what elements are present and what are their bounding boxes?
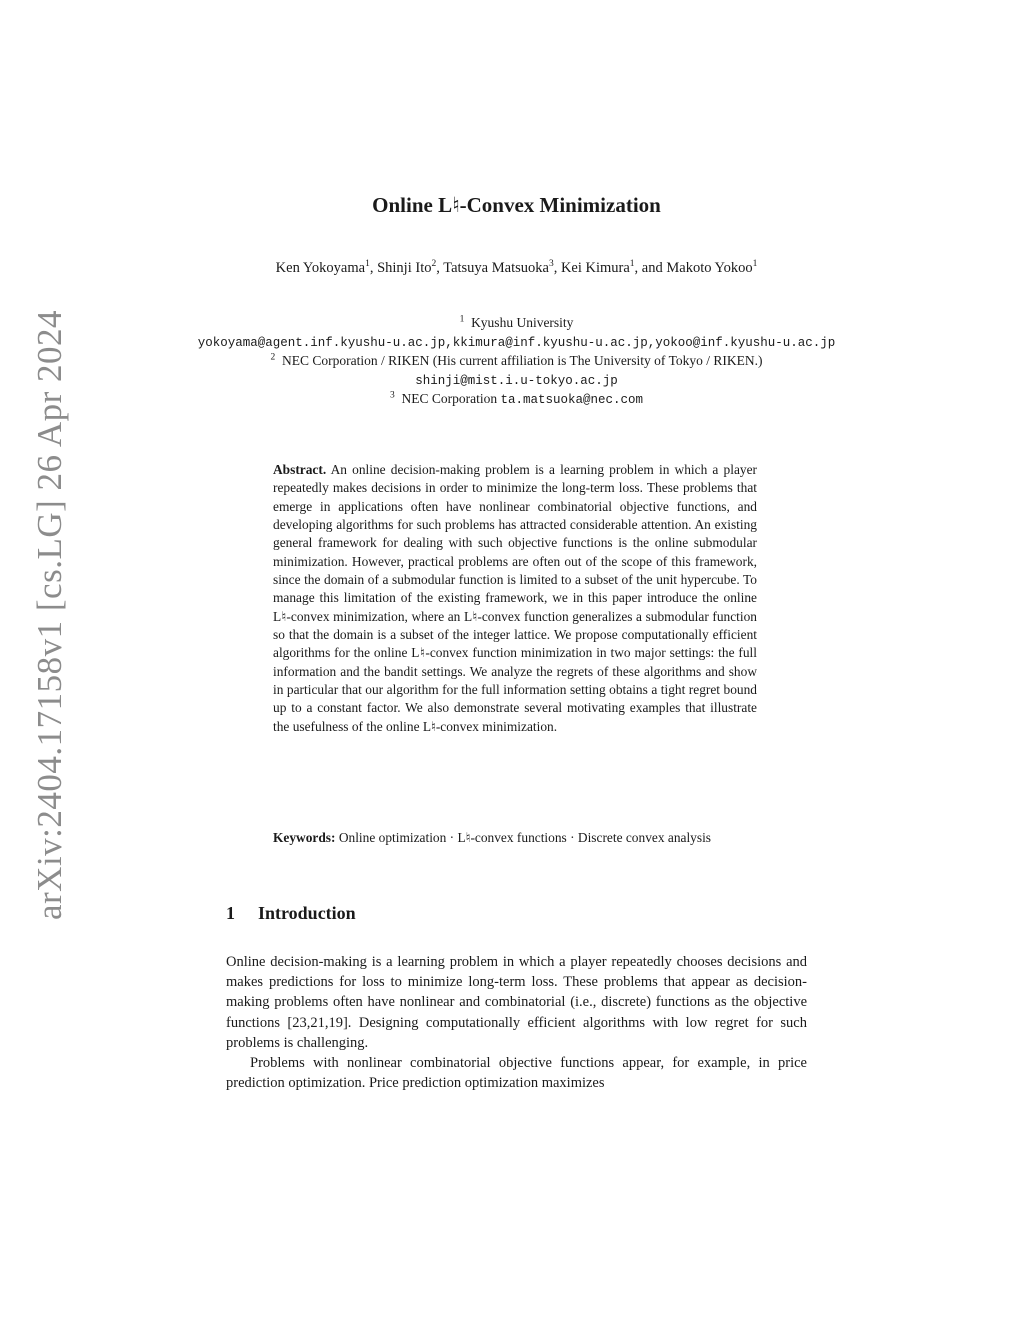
author-name: Ken Yokoyama (275, 260, 366, 276)
author-affiliation-mark: 3 (548, 259, 554, 270)
author-affiliation-mark: 2 (431, 259, 437, 270)
paper-title: Online L♮-Convex Minimization (372, 193, 661, 217)
keywords-label: Keywords: (273, 830, 336, 845)
keywords (273, 829, 757, 847)
section-number: 1 (226, 903, 235, 923)
affiliation-name: NEC Corporation (401, 391, 498, 406)
affiliation-name: Kyushu University (471, 315, 574, 330)
affiliation-mark: 1 (459, 314, 465, 325)
author-affiliation-mark: 1 (629, 259, 635, 270)
affiliation-list (196, 314, 837, 410)
section-heading (226, 903, 356, 924)
affiliation-1 (196, 314, 837, 333)
author-affiliation-mark: 1 (752, 259, 758, 270)
affiliation-1-email (196, 333, 837, 353)
author-name: Shinji Ito (377, 260, 432, 276)
affiliation-2 (196, 352, 837, 390)
affiliation-email: yokoyama@agent.inf.kyushu-u.ac.jp,kkimura@inf.kyushu-u.ac.jp,yokoo@inf.kyushu-u.ac.jp (197, 335, 836, 350)
affiliation-email: ta.matsuoka@nec.com (500, 393, 644, 407)
author-affiliation-mark: 1 (365, 259, 370, 270)
affiliation-email: shinji@mist.i.u-tokyo.ac.jp (415, 373, 618, 388)
paragraph: Problems with nonlinear combinatorial objective functions appear, for example, in price prediction optimization. Price prediction optimization maximizes (226, 1055, 807, 1092)
paragraph: Online decision-making is a learning problem in which a player repeatedly chooses decisions and makes predictions for loss to minimize long-term loss. These problems that appear as decision-making problems often have nonlinear and combinatorial (i.e., discrete) functions as the objective functions [23,21,19]. Designing computationally efficient algorithms with low regret for such problems is challenging. (226, 954, 807, 1051)
section-title: Introduction (258, 903, 356, 923)
arxiv-identifier-stamp: arXiv:2404.17158v1 [cs.LG] 26 Apr 2024 (30, 309, 69, 921)
affiliation-mark: 3 (389, 390, 395, 401)
affiliation-3 (196, 390, 837, 410)
affiliation-name: NEC Corporation / RIKEN (His current affiliation is The University of Tokyo / RIKEN.) (282, 353, 763, 368)
abstract (273, 461, 757, 736)
abstract-label: Abstract. (273, 462, 327, 477)
author-list: Ken Yokoyama$^1$, Shinji Ito$^2$, Tatsuya Matsuoka$^3$, Kei Kimura$^1$, and Makoto Yokoo$^1$ (275, 259, 758, 276)
author-name: Tatsuya Matsuoka (443, 260, 549, 276)
author-name: Kei Kimura (560, 260, 630, 276)
author-name: Makoto Yokoo (666, 260, 753, 276)
author-conjunction: and (641, 260, 663, 276)
abstract-text: An online decision-making problem is a learning problem in which a player repeatedly makes decisions in order to minimize the long-term loss. These problems that emerge in applications often have nonlinear combinatorial objective functions, and developing algorithms for such problems has attracted considerable attention. An existing general framework for dealing with such objective functions is the online submodular minimization. However, practical problems are often out of the scope of this framework, since the domain of a submodular function is limited to a subset of the unit hypercube. To manage this limitation of the existing framework, we in this paper introduce the online L♮-convex minimization, where an L♮-convex function generalizes a submodular function so that the domain is a subset of the integer lattice. We propose computationally efficient algorithms for the online L♮-convex function minimization in two major settings: the full information and the bandit settings. We analyze the regrets of these algorithms and show in particular that our algorithm for the full information setting obtains a tight regret bound up to a constant factor. We also demonstrate several motivating examples that illustrate the usefulness of the online L♮-convex minimization. (273, 462, 757, 734)
affiliation-mark: 2 (270, 352, 276, 363)
keywords-text: Online optimization · L♮-convex functions · Discrete convex analysis (338, 830, 712, 845)
section-body (226, 952, 807, 1093)
